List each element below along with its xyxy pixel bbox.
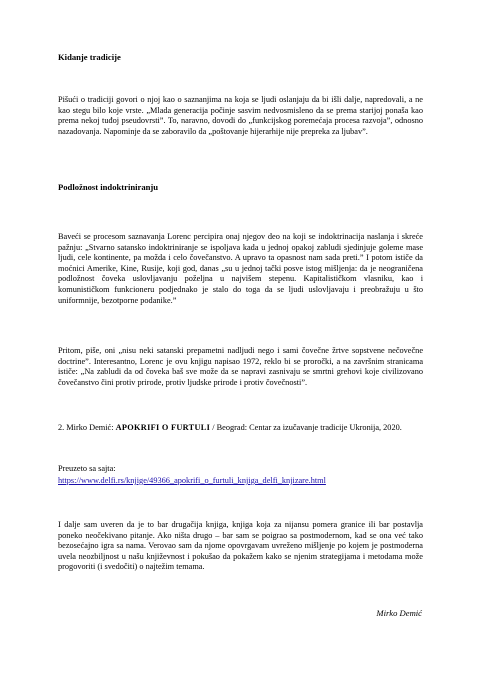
section-heading-tradition: Kidanje tradicije <box>58 52 121 62</box>
reference-suffix: / Beograd: Centar za izučavanje tradicije Ukronija, 2020. <box>210 423 402 432</box>
reference-prefix: 2. Mirko Demić: <box>58 423 116 432</box>
source-label: Preuzeto sa sajta: <box>58 464 116 473</box>
author-signature: Mirko Demić <box>376 607 422 618</box>
source-link[interactable]: https://www.delfi.rs/knjige/49366_apokrifi_o_furtuli_knjiga_delfi_knjizare.html <box>58 476 326 485</box>
paragraph-tradition: Pišući o tradiciji govori o njoj kao o saznanjima na koja se ljudi oslanjaju da bi išli dalje, napredovali, a ne kao stegu bilo koje vrste. „Mlada generacija počinje sasvim nedvosmisleno da se prema starijoj ponaša kao prema nekoj tuđoj pseudovrsti”. To, naravno, dovodi do „funkcijskog poremećaja procesa razvoja”, odnosno nazadovanja. Napominje da se zaboravilo da „poštovanje hijerarhije nije prepreka za ljubav”. <box>58 95 423 136</box>
book-reference <box>58 423 423 434</box>
paragraph-closing: I dalje sam uveren da je to bar drugačija knjiga, knjiga koja za nijansu pomera granice ili bar postavlja poneko neočekivano pitanje. Ako ništa drugo – bar sam se poigrao sa postmodernom, kad se ona već tako bezosećajno igra sa nama. Verovao sam da njome opovrgavam uvreženo mišljenje po kojem je postmoderna uvela neozbiljnost u našu književnost i pokušao da pokažem kako se njenim strategijama i metodama može progovoriti (i svedočiti) o najtežim temama. <box>58 520 423 572</box>
section-heading-indoctrination: Podložnost indoktriniranju <box>58 182 159 192</box>
paragraph-indoctrination-2: Pritom, piše, oni „nisu neki satanski prepametni nadljudi nego i sami čovečne žrtve sopstvene nečovečne doctrine”. Interesantno, Lorenc je ovu knjigu napisao 1972, reklo bi se proročki, a na završnim stranicama ističe: „Na zabludi da od čoveka baš sve može da se napravi zasnivaju se smrtni grehovi koje civilizovano čovečanstvo čini protiv prirode, protiv ljudske prirode i protiv čovečnosti”. <box>58 346 423 387</box>
source-link-line <box>58 476 423 487</box>
paragraph-indoctrination-1: Baveći se procesom saznavanja Lorenc percipira onaj njegov deo na koji se indoktrinacija naslanja i skreće pažnju: „Stvarno satansko indoktriniranje se ispoljava kada u jednoj opakoj zabludi sjedinjuje goleme mase ljudi, cele kontinente, pa možda i celo čovečanstvo. A upravo ta opasnost nam sada preti.” I potom ističe da moćnici Amerike, Kine, Rusije, koji god, danas „su u jednoj tački posve istog mišljenja: da je neograničena podložnost čoveka uslovljavanju poželjna u najvišem stepenu. Kapitalističkom vlasniku, kao i komunističkom funkcioneru podjednako je stalo do toga da se ljudi uslovljavaju i preobražuju u što uniformnije, bezotporne podanike.” <box>58 232 423 305</box>
book-title: APOKRIFI O FURTULI <box>115 423 211 432</box>
